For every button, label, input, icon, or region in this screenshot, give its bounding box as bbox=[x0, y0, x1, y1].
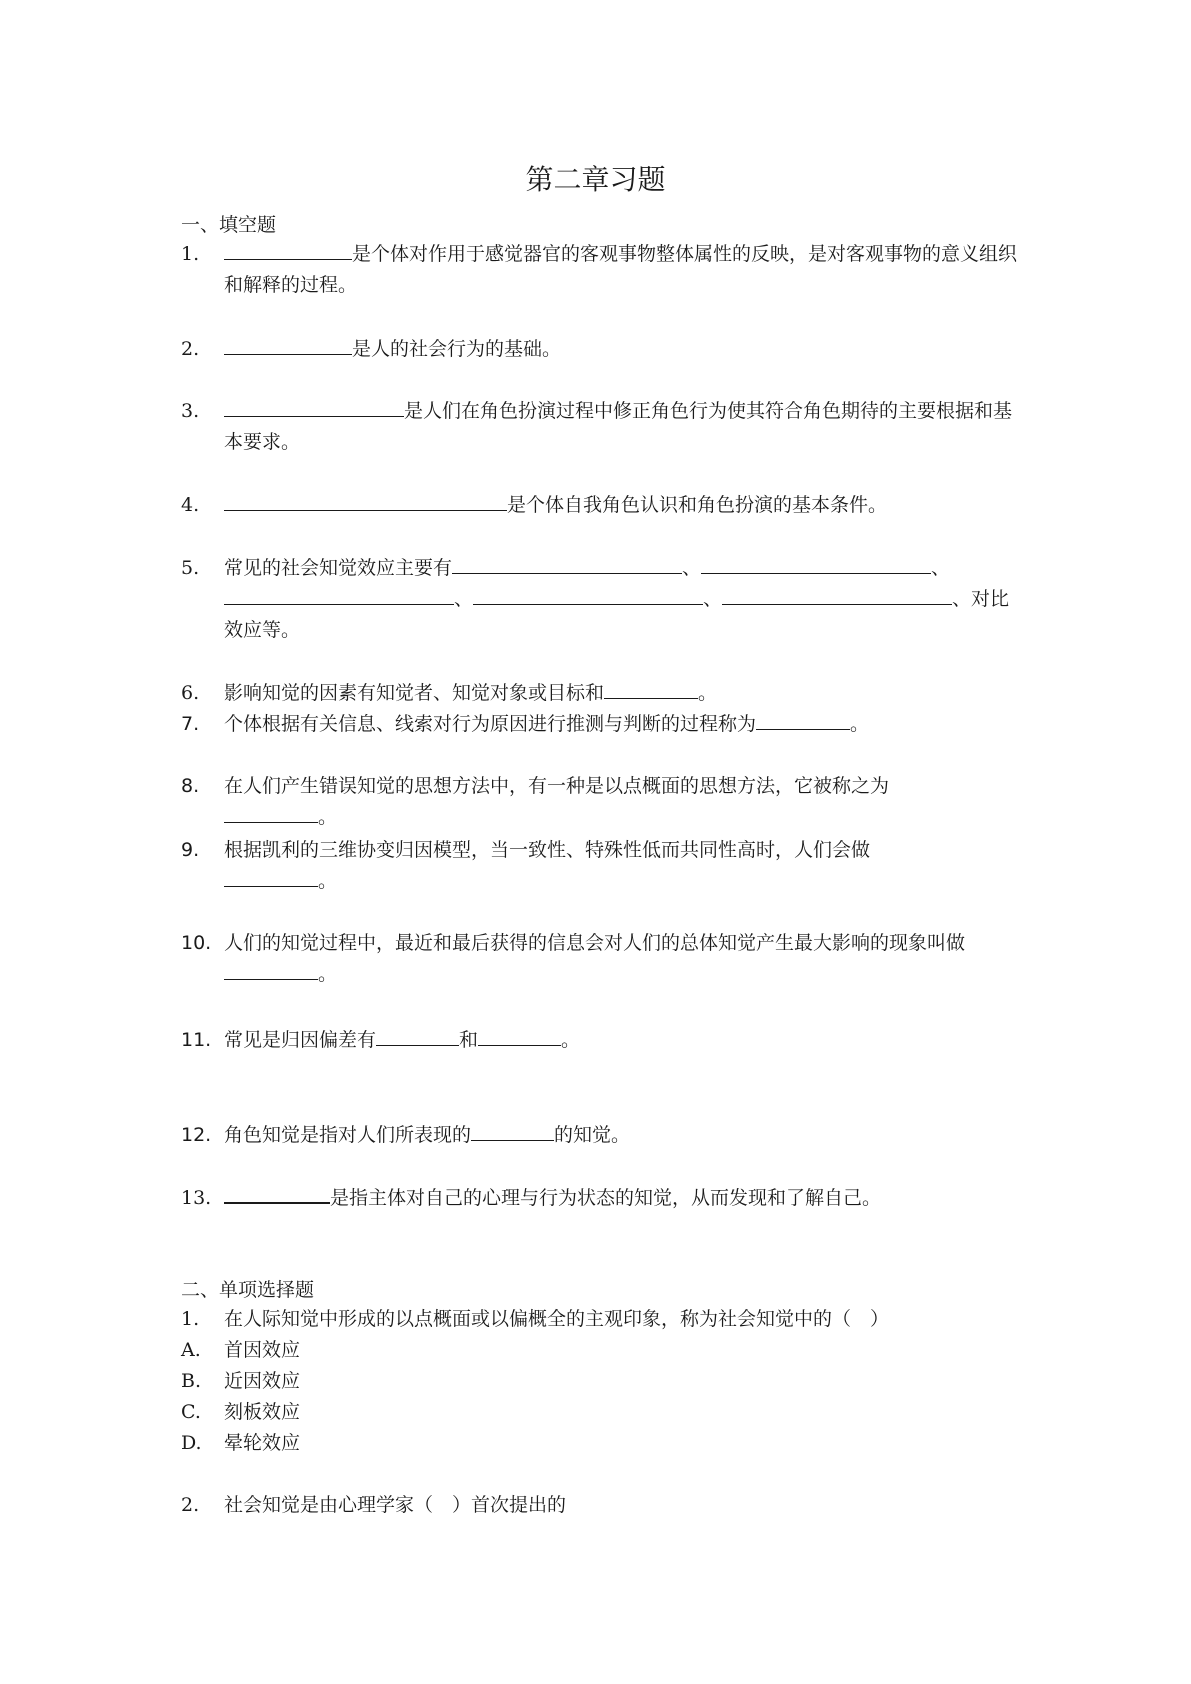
question-7 bbox=[181, 709, 1021, 740]
answer-blank[interactable] bbox=[224, 415, 404, 417]
question-number: 4. bbox=[181, 494, 200, 516]
question-text-mid: 和 bbox=[459, 1029, 479, 1051]
question-2 bbox=[181, 334, 1021, 365]
question-text-end: 。 bbox=[318, 963, 338, 985]
option-letter: D. bbox=[181, 1432, 202, 1454]
question-text: 常见是归因偏差有 bbox=[224, 1029, 377, 1051]
question-8 bbox=[181, 771, 1021, 833]
answer-blank[interactable] bbox=[376, 1044, 459, 1046]
question-5 bbox=[181, 553, 1021, 646]
question-text: 常见的社会知觉效应主要有 bbox=[224, 557, 453, 579]
question-text-end: 。 bbox=[561, 1029, 581, 1051]
question-text-end: 。 bbox=[318, 806, 338, 828]
section-heading-fill-in: 一、填空题 bbox=[181, 214, 277, 236]
option-letter: C. bbox=[181, 1401, 201, 1423]
question-text: 是指主体对自己的心理与行为状态的知觉，从而发现和了解自己。 bbox=[330, 1187, 882, 1209]
question-text: 是人们在角色扮演过程中修正角色行为使其符合角色期待的主要根据和基本要求。 bbox=[224, 400, 1013, 453]
question-number: 5. bbox=[181, 557, 200, 579]
option-a[interactable] bbox=[181, 1335, 300, 1366]
option-text: 刻板效应 bbox=[224, 1401, 301, 1423]
question-number: 8. bbox=[181, 775, 200, 797]
question-number: 2. bbox=[181, 1494, 200, 1516]
answer-blank[interactable] bbox=[224, 509, 507, 511]
question-10 bbox=[181, 928, 1021, 990]
question-number: 9. bbox=[181, 839, 200, 861]
question-number: 13. bbox=[181, 1187, 212, 1209]
separator: 、 bbox=[454, 588, 474, 610]
answer-blank[interactable] bbox=[224, 978, 318, 980]
question-text: 角色知觉是指对人们所表现的 bbox=[224, 1124, 472, 1146]
question-text-end: 的知觉。 bbox=[554, 1124, 631, 1146]
question-text-end: 。 bbox=[318, 870, 338, 892]
question-12 bbox=[181, 1120, 1021, 1151]
question-1 bbox=[181, 239, 1021, 301]
option-text: 首因效应 bbox=[224, 1339, 301, 1361]
question-text: 影响知觉的因素有知觉者、知觉对象或目标和 bbox=[224, 682, 605, 704]
question-text-end: 。 bbox=[850, 713, 870, 735]
answer-blank[interactable] bbox=[224, 821, 318, 823]
option-letter: B. bbox=[181, 1370, 202, 1392]
question-text: 在人际知觉中形成的以点概面或以偏概全的主观印象，称为社会知觉中的（ ） bbox=[224, 1308, 890, 1330]
question-text: 在人们产生错误知觉的思想方法中，有一种是以点概面的思想方法，它被称之为 bbox=[224, 775, 890, 797]
answer-blank[interactable] bbox=[722, 603, 952, 605]
separator: 、 bbox=[703, 588, 723, 610]
question-number: 1. bbox=[181, 243, 200, 265]
question-text: 根据凯利的三维协变归因模型，当一致性、特殊性低而共同性高时，人们会做 bbox=[224, 839, 871, 861]
question-13 bbox=[181, 1183, 1021, 1214]
question-text: 社会知觉是由心理学家（ ）首次提出的 bbox=[224, 1494, 567, 1516]
choice-question-1 bbox=[181, 1304, 1021, 1335]
answer-blank[interactable] bbox=[604, 697, 698, 699]
answer-blank[interactable] bbox=[701, 572, 931, 574]
question-number: 12. bbox=[181, 1124, 212, 1146]
question-number: 1. bbox=[181, 1308, 200, 1330]
question-number: 3. bbox=[181, 400, 200, 422]
option-letter: A. bbox=[181, 1339, 201, 1361]
question-number: 11. bbox=[181, 1029, 212, 1051]
option-text: 晕轮效应 bbox=[224, 1432, 301, 1454]
question-11 bbox=[181, 1025, 1021, 1056]
answer-blank[interactable] bbox=[452, 572, 682, 574]
option-c[interactable] bbox=[181, 1397, 300, 1428]
answer-blank[interactable] bbox=[471, 1139, 554, 1141]
question-text: 是个体自我角色认识和角色扮演的基本条件。 bbox=[507, 494, 888, 516]
question-number: 6. bbox=[181, 682, 200, 704]
page-title: 第二章习题 bbox=[525, 163, 666, 196]
question-text: 、对比效应等。 bbox=[224, 588, 1010, 641]
answer-blank[interactable] bbox=[473, 603, 703, 605]
question-number: 10. bbox=[181, 932, 212, 954]
separator: 、 bbox=[682, 557, 702, 579]
answer-blank[interactable] bbox=[224, 1201, 330, 1204]
option-text: 近因效应 bbox=[224, 1370, 301, 1392]
question-4 bbox=[181, 490, 1021, 521]
question-text: 人们的知觉过程中，最近和最后获得的信息会对人们的总体知觉产生最大影响的现象叫做 bbox=[224, 932, 966, 954]
question-text: 个体根据有关信息、线索对行为原因进行推测与判断的过程称为 bbox=[224, 713, 757, 735]
question-9 bbox=[181, 835, 1021, 897]
question-text: 是个体对作用于感觉器官的客观事物整体属性的反映，是对客观事物的意义组织和解释的过程。 bbox=[224, 243, 1018, 296]
answer-blank[interactable] bbox=[478, 1044, 561, 1046]
question-text: 是人的社会行为的基础。 bbox=[352, 338, 562, 360]
choice-question-2 bbox=[181, 1490, 1021, 1521]
question-number: 7. bbox=[181, 713, 200, 735]
question-3 bbox=[181, 396, 1021, 458]
separator: 、 bbox=[931, 557, 951, 579]
question-number: 2. bbox=[181, 338, 200, 360]
section-heading-single-choice: 二、单项选择题 bbox=[181, 1279, 315, 1301]
option-b[interactable] bbox=[181, 1366, 300, 1397]
answer-blank[interactable] bbox=[756, 728, 850, 730]
question-6 bbox=[181, 678, 1021, 709]
answer-blank[interactable] bbox=[224, 258, 352, 260]
question-text-end: 。 bbox=[698, 682, 718, 704]
option-d[interactable] bbox=[181, 1428, 300, 1459]
answer-blank[interactable] bbox=[224, 353, 352, 355]
answer-blank[interactable] bbox=[224, 885, 318, 887]
answer-blank[interactable] bbox=[224, 603, 454, 605]
